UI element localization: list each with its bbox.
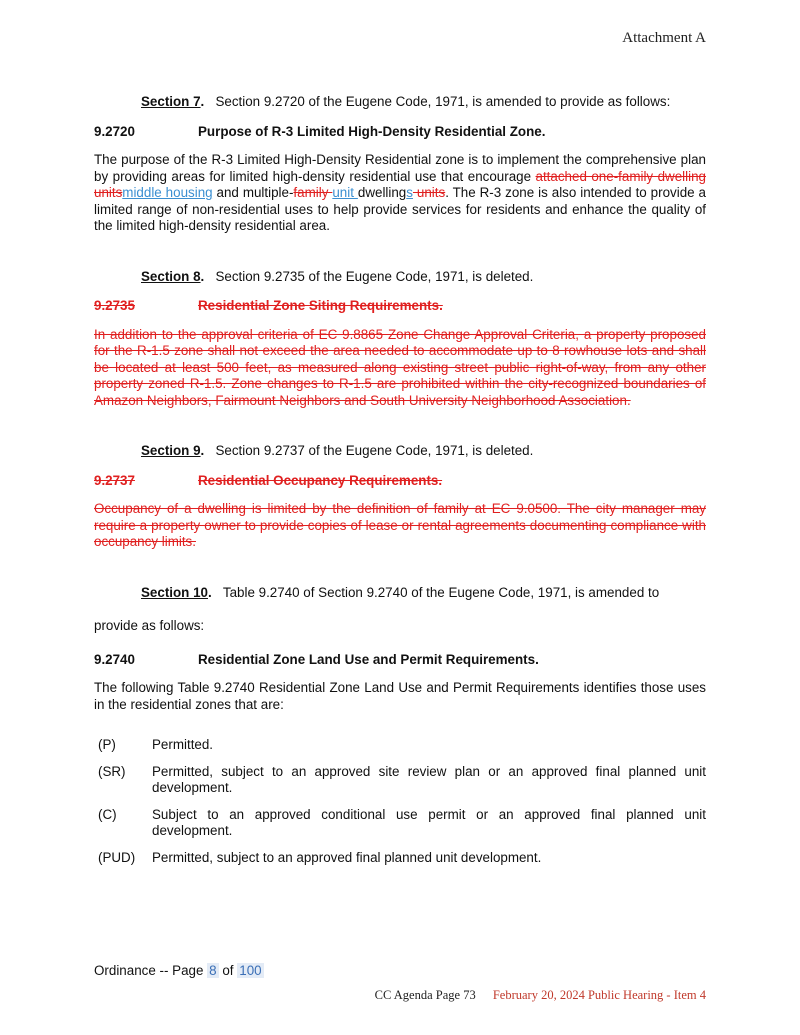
attachment-label: Attachment A <box>622 30 706 46</box>
section-7-label: Section 7 <box>141 94 201 109</box>
list-item-text: Permitted, subject to an approved site review plan or an approved final planned unit development. <box>152 763 706 795</box>
code-title: Residential Occupancy Requirements. <box>198 472 443 488</box>
agenda-page-label: CC Agenda Page 73 <box>374 988 476 1002</box>
section-8-text: Section 9.2735 of the Eugene Code, 1971, is deleted. <box>215 268 534 284</box>
list-item-text: Permitted, subject to an approved final planned unit development. <box>152 849 542 865</box>
code-number: 9.2740 <box>94 651 135 667</box>
code-title: Residential Zone Siting Requirements. <box>198 298 443 313</box>
list-item-code: (SR) <box>98 763 126 779</box>
agenda-footer <box>375 988 706 1003</box>
total-pages-field: 100 <box>239 963 262 978</box>
ordinance-label: Ordinance -- Page <box>94 963 204 978</box>
list-item <box>94 807 706 840</box>
code-title: Residential Zone Land Use and Permit Requirements. <box>198 651 539 667</box>
document-body <box>94 94 706 876</box>
code-9-2737-heading <box>94 473 706 490</box>
deleted-text: family <box>293 185 333 200</box>
list-item-code: (C) <box>98 806 117 822</box>
code-9-2740-heading <box>94 652 706 669</box>
code-number: 9.2737 <box>94 472 135 488</box>
inserted-text: middle housing <box>122 185 213 200</box>
r3-purpose-paragraph <box>94 152 706 235</box>
section-7-heading: Section 7. Section 9.2720 of the Eugene Code, 1971, is amended to provide as follows: <box>141 94 671 109</box>
section-10-heading: Section 10. Table 9.2740 of Section 9.2740 of the Eugene Code, 1971, is amended to <box>141 584 660 600</box>
current-page-field: 8 <box>209 963 217 978</box>
code-9-2720-heading <box>94 124 706 141</box>
section-10-label: Section 10 <box>141 584 208 600</box>
inserted-text: unit <box>332 185 358 200</box>
permit-requirements-intro: The following Table 9.2740 Residential Zone Land Use and Permit Requirements identifies those uses in the residential zones that are: <box>94 680 706 712</box>
list-item-code: (P) <box>98 737 116 752</box>
code-number: 9.2720 <box>94 123 135 139</box>
section-8-heading: Section 8. Section 9.2735 of the Eugene Code, 1971, is deleted. <box>141 268 534 284</box>
section-10-text: Table 9.2740 of Section 9.2740 of the Eugene Code, 1971, is amended to <box>222 584 660 600</box>
section-9-label: Section 9 <box>141 443 201 458</box>
inserted-text: s <box>406 185 413 200</box>
text-run: dwelling <box>357 185 407 200</box>
code-title: Purpose of R-3 Limited High-Density Residential Zone. <box>198 123 546 139</box>
code-number: 9.2735 <box>94 298 135 313</box>
occupancy-requirements-paragraph: Occupancy of a dwelling is limited by the definition of family at EC 9.0500. The city manager may require a property owner to provide copies of lease or rental agreements documenting compliance with occupancy limits. <box>94 501 706 549</box>
section-7-text: Section 9.2720 of the Eugene Code, 1971, is amended to provide as follows: <box>215 94 671 109</box>
of-label: of <box>222 963 234 978</box>
deleted-text: attached one-family dwelling units <box>94 168 706 200</box>
text-run: The purpose of the R-3 Limited High-Density Residential zone is to implement the comprehensive plan by providing areas for limited high-density residential use that encourage <box>94 152 706 184</box>
section-9-text: Section 9.2737 of the Eugene Code, 1971, is deleted. <box>215 443 534 458</box>
permit-code-list <box>94 737 706 866</box>
list-item-code: (PUD) <box>98 849 136 865</box>
siting-requirements-paragraph: In addition to the approval criteria of EC 9.8865 Zone Change Approval Criteria, a property proposed for the R-1.5 zone shall not exceed the area needed to accommodate up to 8 rowhouse lots and shall be located at least 500 feet, as measured along existing street public right-of-way, from any other property zoned R-1.5. Zone changes to R-1.5 are prohibited within the city-recognized boundaries of Amazon Neighbors, Fairmount Neighbors and South University Neighborhood Association. <box>94 326 706 408</box>
list-item <box>94 737 706 754</box>
hearing-label: February 20, 2024 Public Hearing - Item 4 <box>492 988 706 1002</box>
text-run: . The R-3 zone is also intended to provide a limited range of non-residential uses to help provide services for residents and enhance the quality of the limited high-density residential area. <box>94 185 706 233</box>
list-item <box>94 764 706 797</box>
text-run: and multiple- <box>212 185 294 200</box>
list-item-text: Subject to an approved conditional use permit or an approved final planned unit development. <box>152 806 706 838</box>
list-item-text: Permitted. <box>152 737 214 752</box>
page-number-footer <box>94 963 264 978</box>
section-10-continuation: provide as follows: <box>94 618 205 633</box>
section-8-label: Section 8 <box>141 268 201 284</box>
section-9-heading: Section 9. Section 9.2737 of the Eugene Code, 1971, is deleted. <box>141 443 534 458</box>
code-9-2735-heading <box>94 298 706 315</box>
deleted-text: units <box>412 185 446 200</box>
list-item <box>94 850 706 867</box>
